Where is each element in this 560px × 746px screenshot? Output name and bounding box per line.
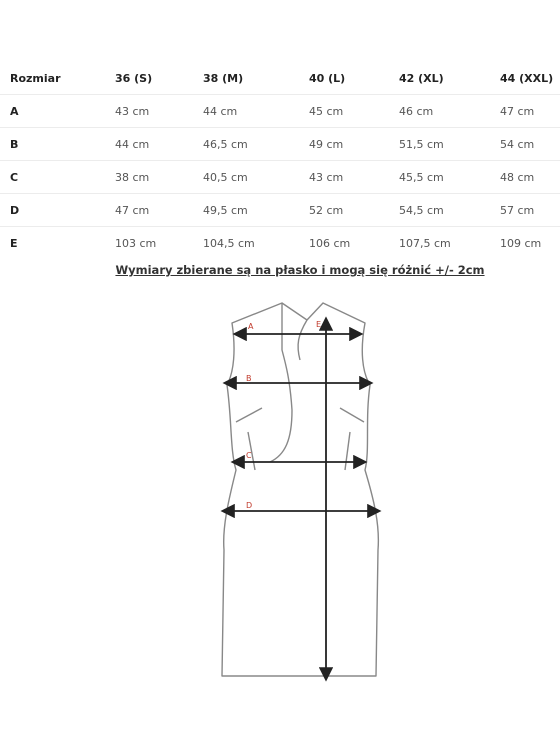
table-cell: 47 cm bbox=[500, 95, 560, 128]
label-d: D bbox=[246, 501, 253, 510]
header-rozmiar: Rozmiar bbox=[0, 62, 115, 95]
table-cell: 48 cm bbox=[500, 161, 560, 194]
table-cell: 49,5 cm bbox=[203, 194, 309, 227]
row-label: D bbox=[0, 194, 115, 227]
header-size-s: 36 (S) bbox=[115, 62, 203, 95]
label-a: A bbox=[248, 322, 254, 331]
header-size-l: 40 (L) bbox=[309, 62, 399, 95]
row-label: C bbox=[0, 161, 115, 194]
row-label: A bbox=[0, 95, 115, 128]
table-cell: 47 cm bbox=[115, 194, 203, 227]
table-cell: 107,5 cm bbox=[399, 236, 451, 250]
table-cell: 44 cm bbox=[203, 95, 309, 128]
table-cell: 57 cm bbox=[500, 194, 560, 227]
table-cell: 103 cm bbox=[115, 236, 157, 250]
table-cell: 104,5 cm bbox=[203, 236, 255, 250]
table-cell: 43 cm bbox=[115, 95, 203, 128]
table-cell: 54 cm bbox=[500, 128, 560, 161]
table-cell: 45,5 cm bbox=[399, 161, 500, 194]
table-cell: 38 cm bbox=[115, 161, 203, 194]
header-size-xxl: 44 (XXL) bbox=[500, 62, 560, 95]
row-label: B bbox=[0, 128, 115, 161]
table-cell: 54,5 cm bbox=[399, 194, 500, 227]
label-e: E bbox=[316, 320, 322, 329]
table-cell: 51,5 cm bbox=[399, 128, 500, 161]
table-cell: 52 cm bbox=[309, 194, 399, 227]
table-cell: 43 cm bbox=[309, 161, 399, 194]
dress-outline bbox=[222, 303, 378, 676]
label-c: C bbox=[246, 451, 252, 460]
label-b: B bbox=[246, 374, 252, 383]
table-cell: 46 cm bbox=[399, 95, 500, 128]
table-cell: 46,5 cm bbox=[203, 128, 309, 161]
table-cell: 106 cm bbox=[309, 236, 351, 250]
table-cell: 40,5 cm bbox=[203, 161, 309, 194]
header-size-xl: 42 (XL) bbox=[399, 62, 500, 95]
table-cell: 49 cm bbox=[309, 128, 399, 161]
table-cell: 44 cm bbox=[115, 128, 203, 161]
table-cell: 109 cm bbox=[500, 236, 542, 250]
header-size-m: 38 (M) bbox=[203, 62, 309, 95]
row-label: E bbox=[10, 236, 18, 250]
table-cell: 45 cm bbox=[309, 95, 399, 128]
measurement-note: Wymiary zbierane są na płasko i mogą się różnić +/- 2cm bbox=[115, 263, 485, 277]
